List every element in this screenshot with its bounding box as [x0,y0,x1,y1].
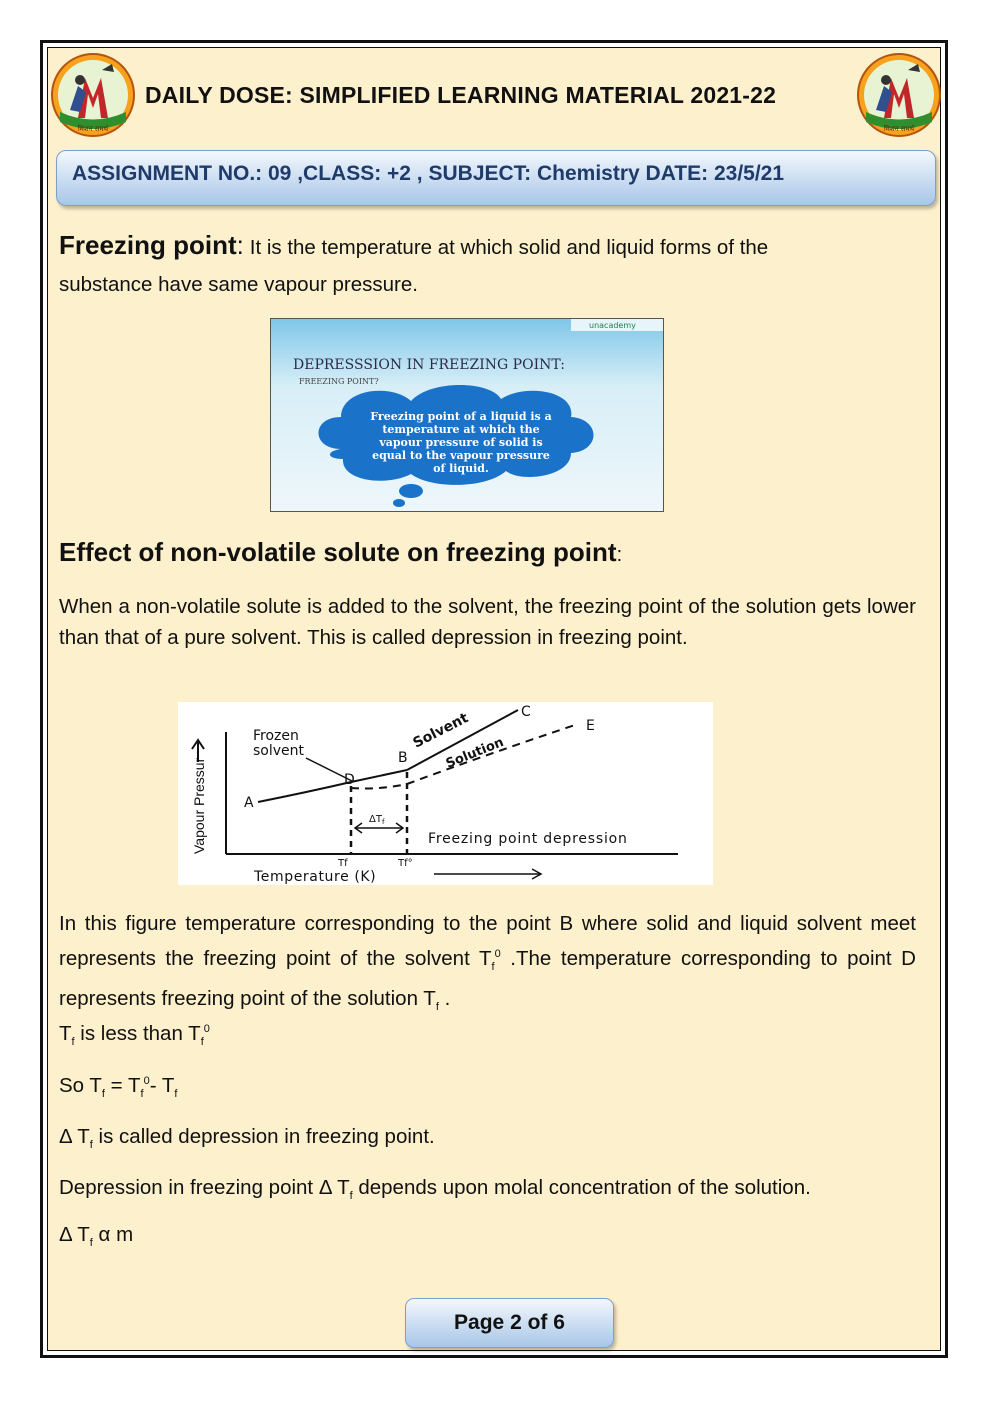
cloud-line-5: of liquid. [433,462,489,475]
frozen-label-2: solvent [253,743,305,759]
definition-second-line: substance have same vapour pressure. [59,273,418,296]
explanation-sub1: f [491,960,495,973]
freezing-point-slide [270,318,664,512]
freezing-point-graph [178,702,713,885]
solvent-label: Solvent [410,710,472,752]
explanation-sup1: 0 [494,948,501,960]
slide-bullet: FREEZING POINT? [299,377,379,386]
explanation-part1: In this figure temperature corresponding to the point B where solid and liquid solvent meet represents the freezing point of the solvent T [59,912,916,970]
explanation-part2: .The temperature corresponding to point D represents freezing point of the solution T [59,946,916,1010]
tf0-tick: Tf° [398,858,413,869]
equation-2: So $T_f = T_f^0-$ $T_f$ [59,1074,178,1101]
fpd-label: Freezing point depression [428,831,628,847]
point-a: A [244,795,254,811]
explanation-part3: . [438,986,451,1010]
equation-3: Δ $T_f$ is called depression in freezing point. [59,1125,435,1152]
solution-label: Solution [443,734,506,772]
header-title: DAILY DOSE: SIMPLIFIED LEARNING MATERIAL 2021-22 [145,82,777,108]
page-indicator: Page 2 of 6 [405,1298,614,1348]
cloud-line-2: temperature at which the [382,423,540,436]
graph-svg [178,702,713,885]
point-c: C [521,704,531,720]
point-d: D [344,772,355,788]
heading-colon: : [236,230,244,260]
y-axis-label: Vapour Pressur [191,757,207,854]
effect-heading-colon: : [616,544,623,566]
figure-explanation [59,908,916,1023]
x-axis-label: Temperature (K) [254,869,377,885]
equation-4: Depression in freezing point Δ $T_f$ depends upon molal concentration of the solution. [59,1176,811,1203]
logo-text-right: मिशन समर्थ [883,125,915,133]
assignment-bar [56,150,936,206]
cloud-line-3: vapour pressure of solid is [379,436,543,449]
assignment-text: ASSIGNMENT NO.: 09 ,CLASS: +2 , SUBJECT: Chemistry DATE: 23/5/21 [72,162,785,185]
slide-graphic [271,319,664,512]
equation-1: $T_f$ is less than $T_f^0$ [59,1022,210,1049]
mission-logo-left [50,52,136,138]
slide-brand: unacademy [589,321,636,330]
effect-heading-row [59,537,622,568]
effect-heading: Effect of non-volatile solute on freezing point [59,537,617,567]
point-e: E [586,718,595,734]
delta-label: $\Delta T_f$ [369,814,385,826]
equation-5: Δ $T_f$ α m [59,1223,134,1250]
cloud-line-1: Freezing point of a liquid is a [370,410,552,423]
explanation-sub2: f [435,1001,439,1014]
definition-first-line: It is the temperature at which solid and liquid forms of the [249,236,769,259]
tf-tick: Tf [338,858,348,869]
cloud-line-4: equal to the vapour pressure [372,449,550,462]
freezing-point-heading: Freezing point [59,230,237,260]
point-b: B [398,750,408,766]
freezing-point-definition [59,230,768,263]
effect-paragraph: When a non-volatile solute is added to the solvent, the freezing point of the solution gets lower than that of a pure solvent. This is called depression in freezing point. [59,595,916,649]
frozen-label-1: Frozen [253,728,299,744]
mission-logo-right [856,52,942,138]
logo-text-left: मिशन समर्थ [77,125,109,133]
slide-title: DEPRESSSION IN FREEZING POINT: [293,357,565,373]
